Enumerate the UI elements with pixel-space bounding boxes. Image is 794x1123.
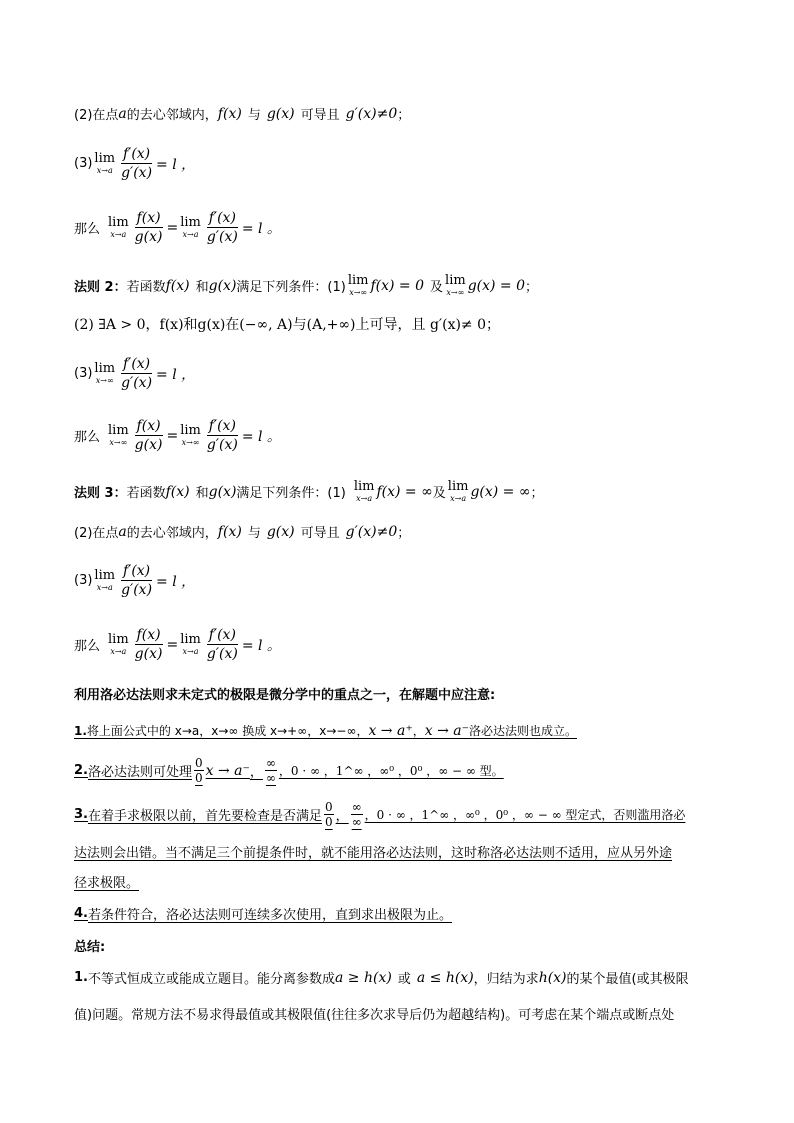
limit-value: = l ， xyxy=(156,573,196,590)
also-text: 及 xyxy=(430,280,444,295)
rule-title: 法则 3： xyxy=(74,486,127,501)
cond-text: 满足下列条件：(1) xyxy=(236,486,346,501)
limit-operator: lim x→a xyxy=(108,632,129,656)
summary-number: 1. xyxy=(74,970,88,985)
rule2-condition-3 xyxy=(74,356,195,391)
note-number: 4. xyxy=(74,906,88,921)
f-expr: f(x) xyxy=(165,483,190,500)
math-expr: h(x) xyxy=(538,969,567,986)
f-expr: f(x) xyxy=(165,277,190,294)
note-number: 3. xyxy=(74,807,88,822)
limit-operator: lim x→a xyxy=(180,215,201,239)
summary-1-line-2 xyxy=(74,1004,674,1023)
and-text: 和 xyxy=(195,486,209,501)
rule3-conclusion xyxy=(74,627,281,662)
derivative-ratio: $\frac{f'(x)}{g'(x)}$ xyxy=(206,627,238,662)
inf-over-inf: $\frac{\infty}{\infty}$ xyxy=(351,800,362,829)
then-text: 那么 xyxy=(74,639,101,654)
notes-heading xyxy=(74,684,495,703)
limit-operator: lim x→∞ xyxy=(347,273,369,297)
separator: ， xyxy=(412,724,425,738)
cond-end: ； xyxy=(397,526,411,541)
summary-heading-text: 总结: xyxy=(74,940,106,955)
math-expr: a ≥ h(x) xyxy=(335,969,392,986)
derivative-ratio: $\frac{f'(x)}{g'(x)}$ xyxy=(206,210,238,245)
note-tail: 洛必达法则也成立。 xyxy=(469,724,578,738)
summary-text: 不等式恒成立或能成立题目。能分离参数成 xyxy=(87,972,335,987)
cond-prefix: (3) xyxy=(74,366,93,381)
cond-text: 满足下列条件：(1) xyxy=(236,280,346,295)
note-number: 1. xyxy=(74,723,87,738)
note-3-line-3 xyxy=(74,872,139,891)
note-text: 洛必达法则可处理 xyxy=(87,765,192,780)
rule2-heading xyxy=(74,274,538,297)
cond-end: ； xyxy=(397,108,411,123)
note-text: 将上面公式中的 x→a，x→∞ 换成 x→+∞，x→−∞， xyxy=(86,724,369,738)
note-text: 径求极限。 xyxy=(74,876,140,891)
limit-operator: lim x→∞ xyxy=(180,423,201,447)
rule3-condition-3 xyxy=(74,563,195,598)
note-text: 达法则会出错。当不满足三个前提条件时，就不能用洛必达法则，这时称洛必达法则不适用，应从另外途 xyxy=(74,846,673,861)
function-ratio: $\frac{f(x)}{g(x)}$ xyxy=(134,418,163,453)
and-text: 与 xyxy=(247,526,261,541)
derivative-ratio: $\frac{f'(x)}{g'(x)}$ xyxy=(121,356,153,391)
g-expr: g(x) xyxy=(266,523,295,540)
derivative-ratio: $\frac{f'(x)}{g'(x)}$ xyxy=(121,146,153,181)
cond-end: ； xyxy=(525,280,539,295)
gprime-expr: g′(x)≠0 xyxy=(345,523,398,540)
also-text: 及 xyxy=(432,486,446,501)
zero-over-zero: $\frac{0}{0}$ xyxy=(195,756,203,785)
and-text: 和 xyxy=(195,280,209,295)
cond-prefix: (2)在点 xyxy=(74,526,119,541)
summary-text: 的某个最值(或其极限 xyxy=(566,972,689,987)
limit-value: = l ， xyxy=(156,156,196,173)
limit-operator: lim x→a xyxy=(108,215,129,239)
derivative-ratio: $\frac{f'(x)}{g'(x)}$ xyxy=(206,418,238,453)
rule2-conclusion xyxy=(74,418,281,453)
cond-end: ； xyxy=(530,486,544,501)
summary-heading xyxy=(74,936,105,955)
note-1 xyxy=(74,722,577,739)
math-expr: x → a⁺ xyxy=(368,722,413,739)
equals: = xyxy=(166,219,179,236)
math-expr: a ≤ h(x) xyxy=(416,969,474,986)
limit-value: = l 。 xyxy=(241,637,281,654)
limit-operator: lim x→a xyxy=(180,632,201,656)
g-expr: g(x) xyxy=(208,277,237,294)
point-a: a xyxy=(118,523,127,540)
cond-text: 的去心邻域内， xyxy=(126,108,218,123)
and-text: 与 xyxy=(247,108,261,123)
then-text: 那么 xyxy=(74,222,101,237)
gprime-expr: g′(x)≠0 xyxy=(345,105,398,122)
cond-prefix: (3) xyxy=(74,573,93,588)
rule2-condition-2 xyxy=(74,314,500,334)
function-ratio: $\frac{f(x)}{g(x)}$ xyxy=(134,627,163,662)
rule-text: 若函数 xyxy=(126,486,166,501)
f-expr: f(x) xyxy=(217,523,242,540)
limit-value: = l 。 xyxy=(241,428,281,445)
then-text: 那么 xyxy=(74,430,101,445)
cond-prefix: (2)在点 xyxy=(74,108,119,123)
note-2: 2. 洛必达法则可处理 $\frac{0}{0}$ x → a⁻ ， $\frac{\infty}{\infty}$ ，0 · ∞ ，1^∞ ，∞⁰ ，0⁰ ，∞ − ∞ 型。 xyxy=(74,756,504,785)
cond-tail: 可导且 xyxy=(300,108,340,123)
note-3-line-2 xyxy=(74,842,672,861)
limit-operator: lim x→a xyxy=(94,568,116,592)
limit-operator: lim x→a xyxy=(353,479,375,503)
f-limit: f(x) = ∞ xyxy=(376,483,433,500)
indeterminate-forms: ，0 · ∞ ，1^∞ ，∞⁰ ，0⁰ ，∞ − ∞ 型。 xyxy=(278,764,504,778)
f-expr: f(x) xyxy=(217,105,242,122)
math-expr: x → a⁻ xyxy=(205,762,250,779)
cond-prefix: (3) xyxy=(74,156,93,171)
summary-1-line-1 xyxy=(74,968,689,987)
limit-value: = l ， xyxy=(156,366,196,383)
zero-over-zero: $\frac{0}{0}$ xyxy=(325,800,333,829)
indeterminate-forms: ，0 · ∞ ，1^∞ ，∞⁰ ，0⁰ ，∞ − ∞ 型定式，否则滥用洛必 xyxy=(364,808,686,822)
g-limit: g(x) = ∞ xyxy=(470,483,531,500)
limit-operator: lim x→∞ xyxy=(445,273,466,297)
math-expr: x → a⁻ xyxy=(424,722,469,739)
cond-text: (2) ∃A > 0，f(x)和g(x)在(−∞, A)与(A,+∞)上可导，且 g′(x)≠ 0； xyxy=(74,317,501,333)
equals: = xyxy=(166,427,179,444)
rule-text: 若函数 xyxy=(126,280,166,295)
equals: = xyxy=(166,636,179,653)
g-expr: g(x) xyxy=(208,483,237,500)
rule1-condition-3 xyxy=(74,146,195,181)
point-a: a xyxy=(118,105,127,122)
function-ratio: $\frac{f(x)}{g(x)}$ xyxy=(134,210,163,245)
rule-title: 法则 2： xyxy=(74,280,127,295)
note-number: 2. xyxy=(74,763,88,778)
cond-text: 的去心邻域内， xyxy=(126,526,218,541)
summary-text: ，归结为求 xyxy=(473,972,539,987)
rule1-condition-2 xyxy=(74,104,410,123)
rule3-heading xyxy=(74,480,544,503)
note-3-line-1: 3. 在着手求极限以前，首先要检查是否满足 $\frac{0}{0}$ ， $\frac{\infty}{\infty}$ ，0 · ∞ ，1^∞ ，∞⁰ ，0⁰ ，∞ − ∞ 型定式，否则滥用洛必 xyxy=(74,800,686,829)
derivative-ratio: $\frac{f'(x)}{g'(x)}$ xyxy=(121,563,153,598)
g-expr: g(x) xyxy=(266,105,295,122)
rule3-condition-2 xyxy=(74,522,410,541)
limit-value: = l 。 xyxy=(241,220,281,237)
note-text: 若条件符合，洛必达法则可连续多次使用，直到求出极限为止。 xyxy=(87,908,452,923)
limit-operator: lim x→∞ xyxy=(108,423,129,447)
or-text: 或 xyxy=(397,972,411,987)
inf-over-inf: $\frac{\infty}{\infty}$ xyxy=(265,756,276,785)
g-limit: g(x) = 0 xyxy=(467,277,526,294)
note-text: 在着手求极限以前，首先要检查是否满足 xyxy=(87,809,322,824)
limit-operator: lim x→∞ xyxy=(94,361,116,385)
f-limit: f(x) = 0 xyxy=(370,277,425,294)
rule1-conclusion xyxy=(74,210,281,245)
cond-tail: 可导且 xyxy=(300,526,340,541)
notes-heading-text: 利用洛必达法则求未定式的极限是微分学中的重点之一，在解题中应注意: xyxy=(74,688,496,703)
limit-operator: lim x→a xyxy=(447,479,469,503)
note-4 xyxy=(74,904,452,923)
limit-operator: lim x→a xyxy=(94,151,116,175)
summary-text: 值)问题。常规方法不易求得最值或其极限值(往往多次求导后仍为超越结构)。可考虑在某个端点或断点处 xyxy=(74,1008,675,1023)
